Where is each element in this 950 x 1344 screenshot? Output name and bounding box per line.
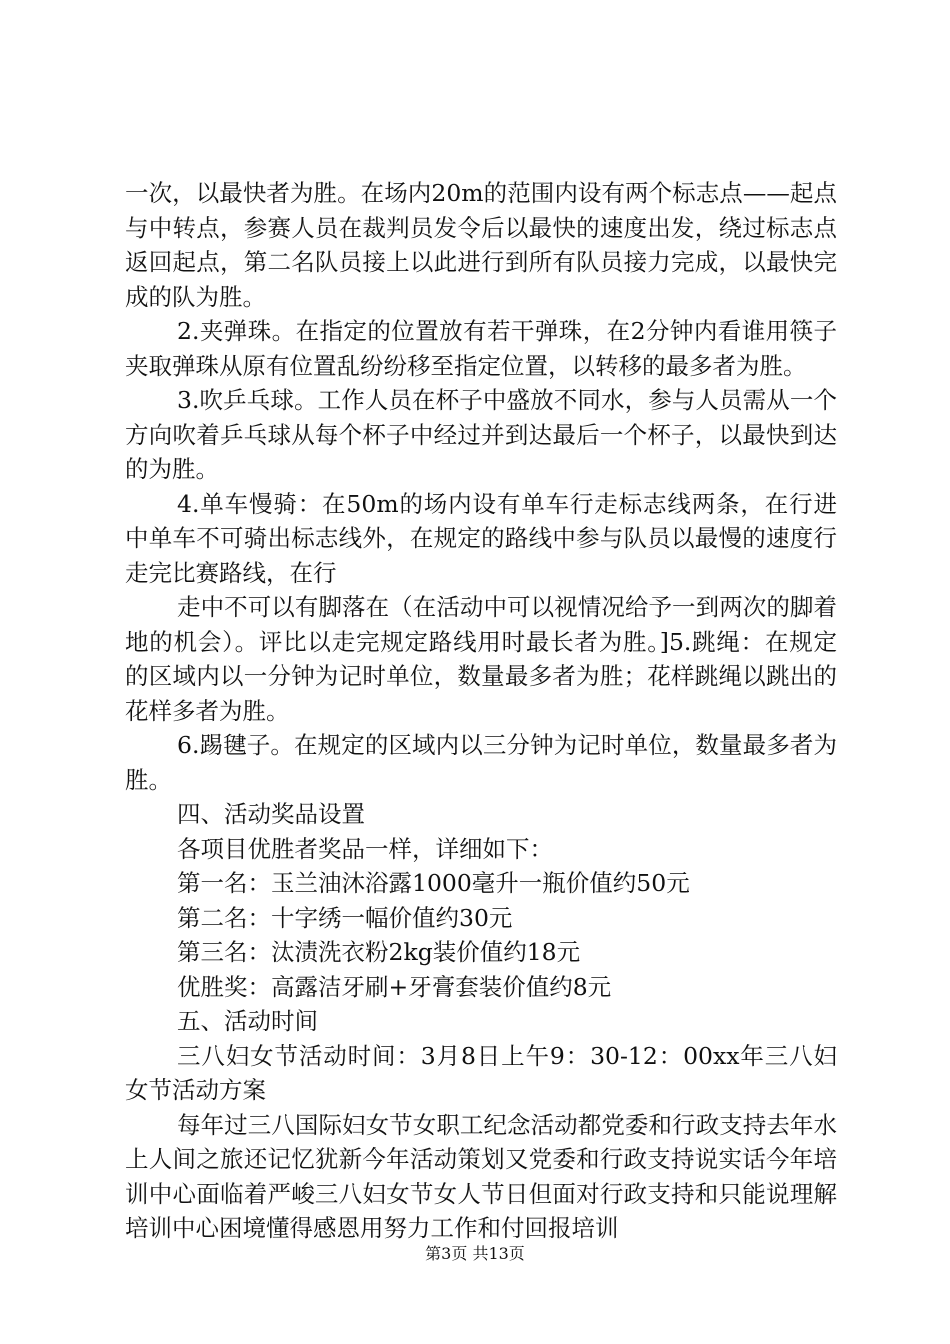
paragraph-1: 一次，以最快者为胜。在场内20m的范围内设有两个标志点——起点与中转点，参赛人员在裁判员发令后以最快的速度出发，绕过标志点返回起点，第二名队员接上以此进行到所有队员接力完成，以最快完成的队为胜。 <box>125 179 837 311</box>
prize-merit: 优胜奖：高露洁牙刷+牙膏套装价值约8元 <box>177 972 612 1001</box>
prize-second: 第二名：十字绣一幅价值约30元 <box>177 903 513 932</box>
section-heading-time: 五、活动时间 <box>177 1007 318 1035</box>
paragraph-closing: 每年过三八国际妇女节女职工纪念活动都党委和行政支持去年水上人间之旅还记忆犹新今年活动策划又党委和行政支持说实话今年培训中心面临着严峻三八妇女节女人节日但面对行政支持和只能说理解培训中心困境懂得感恩用努力工作和付回报培训 <box>125 1110 837 1242</box>
paragraph-3: 3.吹乒乓球。工作人员在杯子中盛放不同水，参与人员需从一个方向吹着乒乓球从每个杯子中经过并到达最后一个杯子，以最快到达的为胜。 <box>125 386 837 483</box>
prize-third: 第三名：汰渍洗衣粉2kg装价值约18元 <box>177 938 581 966</box>
paragraph-5: 走中不可以有脚落在（在活动中可以视情况给予一到两次的脚着地的机会）。评比以走完规定路线用时最长者为胜。]5.跳绳：在规定的区域内以一分钟为记时单位，数量最多者为胜；花样跳绳以跳出的花样多者为胜。 <box>125 593 837 725</box>
prize-first: 第一名：玉兰油沐浴露1000毫升一瓶价值约50元 <box>177 869 690 897</box>
document-body <box>125 176 837 1246</box>
paragraph-6: 6.踢毽子。在规定的区域内以三分钟为记时单位，数量最多者为胜。 <box>125 731 837 794</box>
page-number-footer: 第3页 共13页 <box>425 1244 525 1263</box>
paragraph-2: 2.夹弹珠。在指定的位置放有若干弹珠，在2分钟内看谁用筷子夹取弹珠从原有位置乱纷纷移至指定位置，以转移的最多者为胜。 <box>125 317 837 380</box>
paragraph-prize-intro: 各项目优胜者奖品一样，详细如下： <box>177 834 553 863</box>
section-heading-prizes: 四、活动奖品设置 <box>177 800 365 828</box>
paragraph-4: 4.单车慢骑：在50m的场内设有单车行走标志线两条，在行进中单车不可骑出标志线外，在规定的路线中参与队员以最慢的速度行走完比赛路线，在行 <box>125 489 837 587</box>
paragraph-time: 三八妇女节活动时间：3月8日上午9：30-12：00xx年三八妇女节活动方案 <box>125 1041 837 1104</box>
